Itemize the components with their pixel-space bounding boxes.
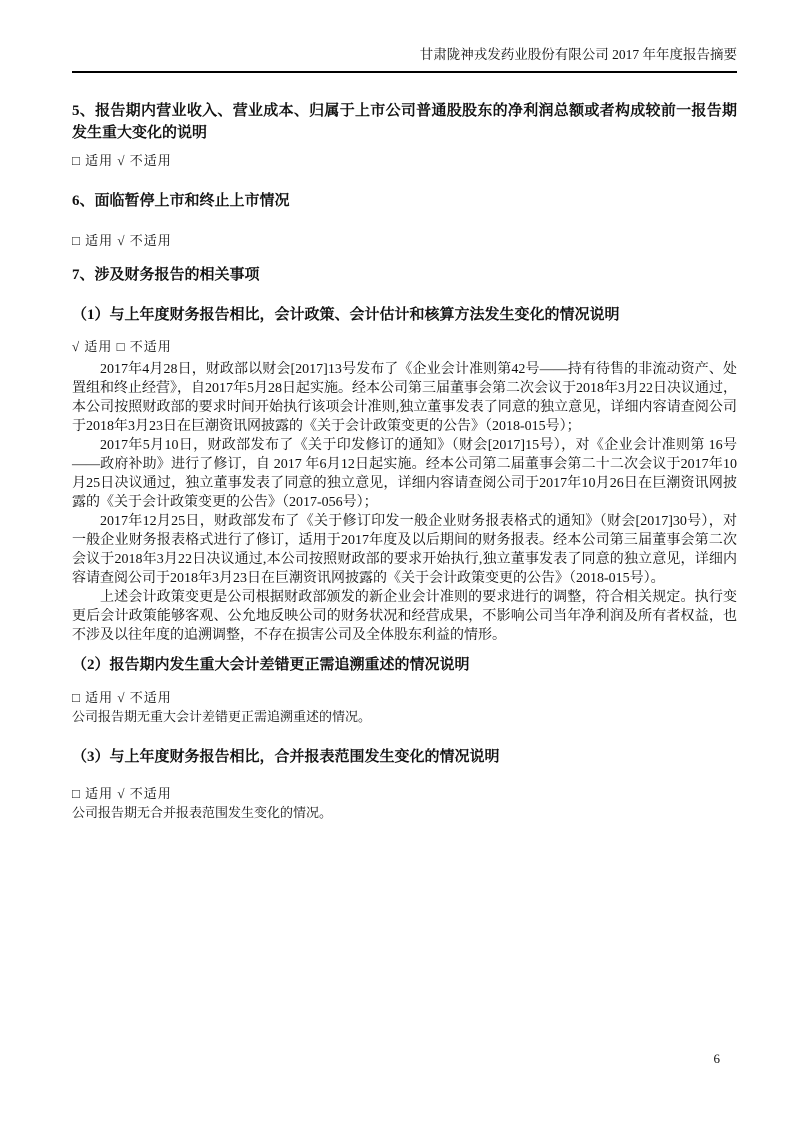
section-7-2-applicability: □ 适用 √ 不适用 bbox=[72, 690, 172, 705]
section-6-applicability: □ 适用 √ 不适用 bbox=[72, 233, 172, 248]
section-6-title: 6、面临暂停上市和终止上市情况 bbox=[72, 193, 290, 209]
accounting-policy-paragraph-1: 2017年4月28日，财政部以财会[2017]13号发布了《企业会计准则第42号——持有待售的非流动资产、处置组和终止经营》，自2017年5月28日起实施。经本公司第三届董事会第二次会议于2018年3月22日决议通过，本公司按照财政部的要求时间开始执行该项会计准则,独立董事发表了同意的独立意见，详细内容请查阅公司于2018年3月23日在巨潮资讯网披露的《关于会计政策变更的公告》（2018-015号）； bbox=[72, 362, 737, 434]
section-7-2-title: （2）报告期内发生重大会计差错更正需追溯重述的情况说明 bbox=[72, 657, 470, 673]
section-7-title: 7、涉及财务报告的相关事项 bbox=[72, 267, 260, 283]
accounting-policy-paragraph-3: 2017年12月25日，财政部发布了《关于修订印发一般企业财务报表格式的通知》（财会[2017]30号），对一般企业财务报表格式进行了修订，适用于2017年度及以后期间的财务报表。经本公司第三届董事会第二次会议于2018年3月22日决议通过,本公司按照财政部的要求开始执行,独立董事发表了同意的独立意见，详细内容请查阅公司于2018年3月23日在巨潮资讯网披露的《关于会计政策变更的公告》（2018-015号）。 bbox=[72, 514, 737, 586]
page-header bbox=[72, 0, 737, 73]
header-title: 甘肃陇神戎发药业股份有限公司 2017 年年度报告摘要 bbox=[419, 47, 737, 62]
section-5-applicability: □ 适用 √ 不适用 bbox=[72, 153, 172, 168]
section-7-3-note: 公司报告期无合并报表范围发生变化的情况。 bbox=[72, 805, 333, 820]
section-7-1-applicability: √ 适用 □ 不适用 bbox=[72, 339, 172, 354]
section-7-3-title: （3）与上年度财务报告相比，合并报表范围发生变化的情况说明 bbox=[72, 749, 500, 765]
section-5-title: 5、报告期内营业收入、营业成本、归属于上市公司普通股股东的净利润总额或者构成较前一报告期发生重大变化的说明 bbox=[72, 103, 737, 141]
section-7-1-title: （1）与上年度财务报告相比，会计政策、会计估计和核算方法发生变化的情况说明 bbox=[72, 307, 620, 323]
page-number: 6 bbox=[713, 1051, 720, 1066]
section-7-3-applicability: □ 适用 √ 不适用 bbox=[72, 786, 172, 801]
page-content bbox=[72, 100, 737, 821]
accounting-policy-paragraph-4: 上述会计政策变更是公司根据财政部颁发的新企业会计准则的要求进行的调整，符合相关规定。执行变更后会计政策能够客观、公允地反映公司的财务状况和经营成果，不影响公司当年净利润及所有者权益，也不涉及以往年度的追溯调整，不存在损害公司及全体股东利益的情形。 bbox=[72, 590, 737, 643]
section-7-2-note: 公司报告期无重大会计差错更正需追溯重述的情况。 bbox=[72, 709, 372, 724]
accounting-policy-paragraph-2: 2017年5月10日，财政部发布了《关于印发修订的通知》（财会[2017]15号），对《企业会计准则第 16号——政府补助》进行了修订，自 2017 年6月12日起实施。经本公司第二届董事会第二十二次会议于2017年10月25日决议通过，独立董事发表了同意的独立意见，详细内容请查阅公司于2017年10月26日在巨潮资讯网披露的《关于会计政策变更的公告》（2017-056号）； bbox=[72, 438, 737, 510]
